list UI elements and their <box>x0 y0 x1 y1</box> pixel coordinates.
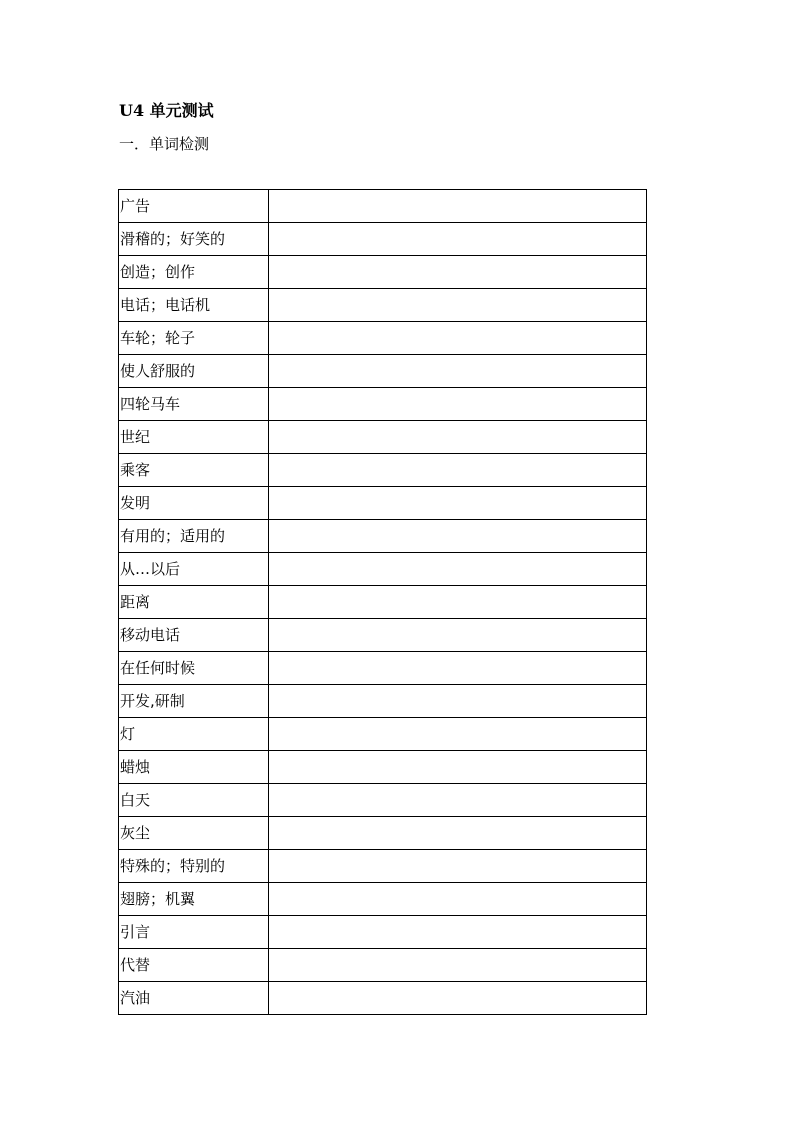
answer-cell[interactable] <box>269 454 647 487</box>
chinese-term-cell: 代替 <box>119 949 269 982</box>
chinese-term-cell: 从…以后 <box>119 553 269 586</box>
answer-cell[interactable] <box>269 520 647 553</box>
answer-cell[interactable] <box>269 619 647 652</box>
chinese-term-cell: 在任何时候 <box>119 652 269 685</box>
answer-cell[interactable] <box>269 421 647 454</box>
table-row <box>119 256 647 289</box>
answer-cell[interactable] <box>269 388 647 421</box>
answer-cell[interactable] <box>269 982 647 1015</box>
answer-cell[interactable] <box>269 322 647 355</box>
table-row <box>119 487 647 520</box>
answer-cell[interactable] <box>269 652 647 685</box>
answer-cell[interactable] <box>269 355 647 388</box>
answer-cell[interactable] <box>269 718 647 751</box>
chinese-term-cell: 汽油 <box>119 982 269 1015</box>
table-row <box>119 454 647 487</box>
chinese-term-cell: 乘客 <box>119 454 269 487</box>
answer-cell[interactable] <box>269 817 647 850</box>
table-row <box>119 751 647 784</box>
chinese-term-cell: 有用的；适用的 <box>119 520 269 553</box>
chinese-term-cell: 滑稽的；好笑的 <box>119 223 269 256</box>
table-row <box>119 223 647 256</box>
answer-cell[interactable] <box>269 883 647 916</box>
table-row <box>119 982 647 1015</box>
vocabulary-table <box>118 189 647 1015</box>
table-row <box>119 520 647 553</box>
answer-cell[interactable] <box>269 223 647 256</box>
table-row <box>119 718 647 751</box>
table-row <box>119 388 647 421</box>
answer-cell[interactable] <box>269 256 647 289</box>
vocabulary-table-body <box>119 190 647 1015</box>
chinese-term-cell: 灯 <box>119 718 269 751</box>
chinese-term-cell: 车轮；轮子 <box>119 322 269 355</box>
chinese-term-cell: 广告 <box>119 190 269 223</box>
table-row <box>119 421 647 454</box>
answer-cell[interactable] <box>269 751 647 784</box>
table-row <box>119 619 647 652</box>
table-row <box>119 190 647 223</box>
chinese-term-cell: 四轮马车 <box>119 388 269 421</box>
chinese-term-cell: 世纪 <box>119 421 269 454</box>
chinese-term-cell: 开发,研制 <box>119 685 269 718</box>
table-row <box>119 883 647 916</box>
chinese-term-cell: 翅膀；机翼 <box>119 883 269 916</box>
chinese-term-cell: 移动电话 <box>119 619 269 652</box>
table-row <box>119 652 647 685</box>
table-row <box>119 322 647 355</box>
page-title: U4 单元测试 <box>119 101 214 120</box>
section-heading: 一．单词检测 <box>119 135 210 153</box>
chinese-term-cell: 发明 <box>119 487 269 520</box>
chinese-term-cell: 特殊的；特别的 <box>119 850 269 883</box>
chinese-term-cell: 距离 <box>119 586 269 619</box>
chinese-term-cell: 蜡烛 <box>119 751 269 784</box>
table-row <box>119 850 647 883</box>
answer-cell[interactable] <box>269 190 647 223</box>
table-row <box>119 949 647 982</box>
table-row <box>119 784 647 817</box>
answer-cell[interactable] <box>269 586 647 619</box>
table-row <box>119 586 647 619</box>
answer-cell[interactable] <box>269 685 647 718</box>
chinese-term-cell: 灰尘 <box>119 817 269 850</box>
answer-cell[interactable] <box>269 916 647 949</box>
answer-cell[interactable] <box>269 850 647 883</box>
chinese-term-cell: 电话；电话机 <box>119 289 269 322</box>
chinese-term-cell: 引言 <box>119 916 269 949</box>
chinese-term-cell: 使人舒服的 <box>119 355 269 388</box>
answer-cell[interactable] <box>269 289 647 322</box>
table-row <box>119 685 647 718</box>
answer-cell[interactable] <box>269 949 647 982</box>
table-row <box>119 289 647 322</box>
answer-cell[interactable] <box>269 487 647 520</box>
table-row <box>119 553 647 586</box>
table-row <box>119 916 647 949</box>
table-row <box>119 355 647 388</box>
chinese-term-cell: 创造；创作 <box>119 256 269 289</box>
answer-cell[interactable] <box>269 553 647 586</box>
table-row <box>119 817 647 850</box>
answer-cell[interactable] <box>269 784 647 817</box>
chinese-term-cell: 白天 <box>119 784 269 817</box>
